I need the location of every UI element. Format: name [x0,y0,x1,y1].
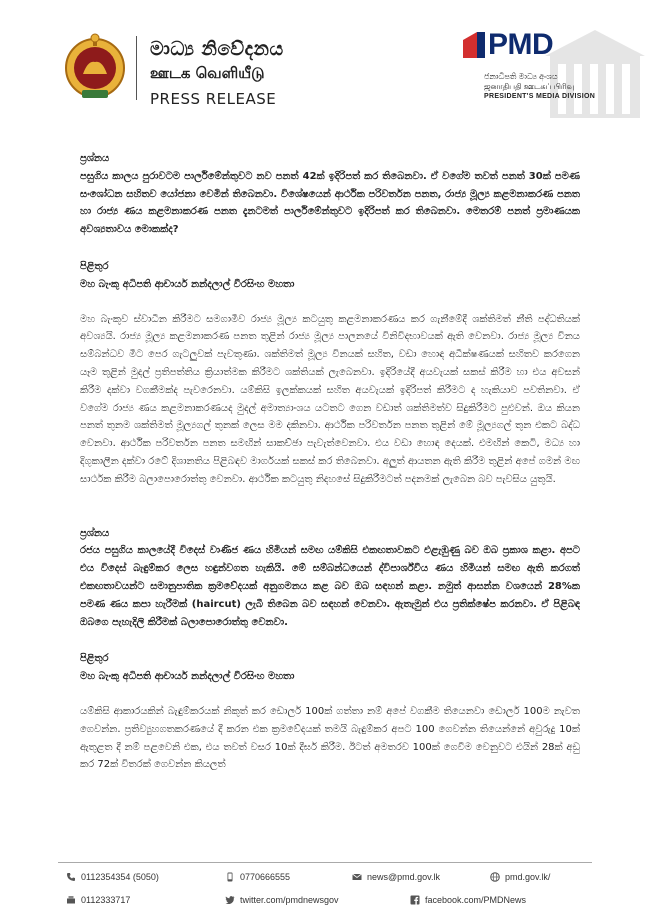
sri-lanka-emblem-icon [64,32,126,104]
footer-phone [66,872,159,882]
footer-email [352,872,440,882]
pmd-logo-text: PMD [488,28,554,61]
answer-label: පිළිතුර [80,260,109,272]
twitter-icon [225,895,235,905]
email-icon [352,872,362,882]
website-link[interactable]: pmd.gov.lk/ [505,872,551,882]
footer-fax [66,895,130,905]
question-label: ප්‍රශ්නය [80,153,110,164]
footer-facebook [410,895,526,905]
mobile-number[interactable]: 0770666555 [240,872,291,882]
globe-icon [490,872,500,882]
division-tamil: ஜனாதிபதி ஊடகப் பிரிவு [484,82,575,91]
footer-mobile [225,872,290,882]
twitter-link[interactable]: twitter.com/pmdnewsgov [240,895,339,905]
facebook-icon [410,895,420,905]
press-release-title [150,38,284,108]
fax-icon [66,895,76,905]
title-sinhala: මාධ්‍ය නිවේදනය [150,38,284,60]
facebook-link[interactable]: facebook.com/PMDNews [425,895,527,905]
page-footer [0,862,650,918]
footer-divider [58,862,592,863]
division-english: PRESIDENT'S MEDIA DIVISION [484,93,596,100]
header-divider [136,36,137,100]
footer-twitter [225,895,339,905]
document-body [80,150,580,774]
answer-text: මහ බැංකුව ස්වාධීන කිරීමට සමගාමීව රාජ්‍ය මූල්‍ය කටයුතු කළමනාකරණය කර ගැනීමේදී ශක්තිමත් නීති පද්ධතියක් අවශ්‍යයි. රාජ්‍ය මූල්‍ය කළමනාකරණ පනත තුළින් රාජ්‍ය මූල්‍ය පාලනයේ විනිවිදභාවයක් ඇති වෙනවා. රාජ්‍ය මූල්‍ය විනය සම්බන්ධව මීට පෙර ගැටලුවක් පැවතුණා. ශක්තිමත් මූල්‍ය විනයක් සහිත, වඩා හොඳ අධීක්ෂණයක් සහිතව කරගෙන යෑම තුළින් මුදල් ප්‍රතිපත්තිය ක්‍රියාත්මක කිරීමට ශක්තියක් ලැබෙනවා. ඉදිරියේදී අයවැයක් සකස් කිරීම හා එය අවසන් කිරීම දක්වා වගකීමක්ද පැවරෙනවා. යම්කිසි ඉලක්කයක් සහිත අයවැයක් ඉදිරිපත් කිරීමට ද හැකියාව පවතිනවා. ඒ වගේම රාජ්‍ය ණය කළමනාකරණයද මුදල් අමාත්‍යාංශය යටතට ගෙන වඩාත් ශක්තිමත්ව සිදුකිරීමට පුළුවන්. ඔය කියන පනත් තුනම ශක්තිමත් මූල්‍යගල් තුනක් ලෙස මම දකිනවා. ආර්ථික පරිවර්තන පනත තුළින් මේ මූල්‍යගල් තුන එකට බද්ධ වෙනවා. ආර්ථික පරිවර්තන පනත සමඟින් සාකච්ඡා පැවැත්වෙනවා. එය වඩා හොඳ දෙයක්. එමඟින් කෙටි, මධ්‍ය හා දිගුකාලීන දක්වා රටේ දිශානතිය පිළිබඳව මාර්ගයක් සකස් කර තිබෙනවා. අලුත් ආයතන ඇති කිරීම තුළින් අපේ ගමන් මඟ සාර්ථක කිරීම බලාපොරොත්තු වෙනවා. ආර්ථික කටයුතු නිදහසේ සිදුකිරීමටත් පදනමක් ලැබෙන බව පැවසිය යුතුයි. [80,313,580,485]
answer-text: යම්කිසි ආකාරයකින් බැඳුම්කරයක් නිකුත් කර ඩොලර් 100ක් ගත්තා නම් අපේ වගකීම තියෙනවා ඩොලර් 100ම නැවත ගෙවන්න. ප්‍රතිව්‍යුහගතකරණයේ දී කරන එක ක්‍රමවේදයක් තමයි බැඳුම්කර අපට 100 ගෙවන්න තියෙන්නේ අවුරුදු 10ක් ඇතුළත දී නම් පළවෙනි එක, එය තවත් වසර 10ක් දීර්ඝ කිරීම. ඊටත් අමතරව 100ක් ගෙවීම වෙනුවට එයින් 28ක් අඩු කර 72ක් විතරක් ගෙවන්න කියලත් [80,705,580,771]
speaker-name: මහ බැංකු අධිපති ආචාර්ය නන්දලාල් වීරසිංහ මහතා [80,671,295,683]
building-watermark-icon [540,24,648,118]
question-text: රජය පසුගිය කාලයේදී විදෙස් වාණිජ ණය හිමියන් සමඟ යම්කිසි එකඟතාවකට එළැඹුණු බව ඔබ ප්‍රකාශ කළා. අපට එය විදෙස් බැඳුම්කර ලෙස හඳුන්වගත හැකියි. මේ සම්බන්ධයෙන් ද්විපාර්ශ්වීය ණය හිමියන් සමඟ ඇති කරගත් එකඟතාවයන්ට සමානුපාතික ක්‍රමවේදයක් අනුගමනය කළ බව ඔබ සඳහන් කළා. නමුත් ආසන්න වශයෙන් 28%ක පමණ ණය කපා හැරීමක් (haircut) ලැබී තිබෙන බව සඳහන් වෙනවා. ඇතැමුන් එය ප්‍රතික්ෂේප කරනවා. ඒ පිළිබඳ ඔබගෙ පැහැදිලි කිරීමක් බලාපොරොත්තු වෙනවා. [80,545,580,628]
division-sinhala: ජනාධිපති මාධ්‍ය අංශය [484,72,558,81]
phone-number[interactable]: 0112354354 (5050) [81,872,159,882]
email-link[interactable]: news@pmd.gov.lk [367,872,440,882]
fax-number[interactable]: 0112333717 [81,895,131,905]
division-name [484,72,595,102]
footer-web [490,872,550,882]
speaker-name: මහ බැංකු අධිපති ආචාර්ය නන්දලාල් වීරසිංහ මහතා [80,278,295,290]
mobile-phone-icon [225,872,235,882]
title-english: PRESS RELEASE [150,90,277,108]
question-text: පසුගිය කාලය පුරාවටම පාර්ලිමේන්තුවට නව පනත් 42ක් ඉදිරිපත් කර තිබෙනවා. ඒ වගේම තවත් පනත් 30ක් පමණ සංශෝධන සහිතව යෝජනා වෙමින් තිබෙනවා. විශේෂයෙන් ආර්ථික පරිවර්තන පනත, රාජ්‍ය මූල්‍ය කළමනාකරණ පනත හා රාජ්‍ය ණය කළමනාකරණ පනත දැනටමත් පාර්ලිමේන්තුවට ඉදිරිපත් කර තිබෙනවා. මෙතරම් පනත් ප්‍රමාණයක අවශ්‍යතාවය මොකක්ද? [80,170,580,236]
phone-icon [66,872,76,882]
answer-label: පිළිතුර [80,653,109,665]
title-tamil: ஊடக வெளியீடு [150,64,265,82]
pmd-logo-icon [463,32,485,58]
question-label: ප්‍රශ්නය [80,527,110,539]
page-header [0,0,650,118]
